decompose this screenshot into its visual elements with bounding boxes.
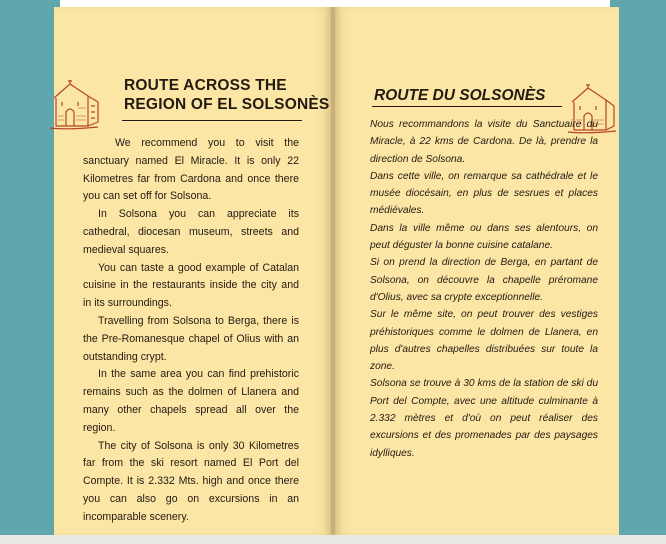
paragraph: Dans la ville même ou dans ses alentours, on peut déguster la bonne cuisine catalane. <box>370 222 598 252</box>
paragraph: Dans cette ville, on remarque sa cathédrale et le musée diocésain, en plus de sesrues et places médiévales. <box>370 170 598 217</box>
paragraph: Solsona se trouve à 30 kms de la station de ski du Port del Compte, avec une altitude culminante à 2.332 mètres et d'où on peut réaliser des excursions et des promenades par des paysages idylliques. <box>370 378 598 459</box>
left-title-line-2: REGION OF EL SOLSONÈS <box>124 96 330 113</box>
paragraph: Si on prend la direction de Berga, en partant de Solsona, on découvre la chapelle préromane d'Olius, avec sa crypte exceptionnelle. <box>370 257 598 303</box>
paragraph: You can taste a good example of Catalan cuisine in the restaurants inside the city and in its surroundings. <box>83 261 299 310</box>
paragraph: The city of Solsona is only 30 Kilometres far from the ski resort named El Port del Compte. It is 2.332 Mts. high and once there you can also go on excursions in an incomparable scenery. <box>83 439 299 523</box>
left-title-underline <box>122 120 302 121</box>
right-page-title: ROUTE DU SOLSONÈS <box>374 87 546 104</box>
left-page-body <box>83 135 299 527</box>
right-page-body <box>370 116 598 462</box>
right-title-underline <box>372 106 562 107</box>
paragraph: In the same area you can find prehistoric remains such as the dolmen of Llanera and many other chapels spread all over the region. <box>83 368 299 434</box>
paragraph: Sur le même site, on peut trouver des vestiges préhistoriques comme le dolmen de Llanera, en plus d'autres chapelles distribuées sur toute la zone. <box>370 309 598 373</box>
scan-background <box>0 535 666 544</box>
paragraph: Travelling from Solsona to Berga, there is the Pre-Romanesque chapel of Olius with an outstanding crypt. <box>83 314 299 363</box>
left-page-title <box>124 76 334 114</box>
chapel-illustration-icon <box>48 72 100 132</box>
left-title-line-1: ROUTE ACROSS THE <box>124 77 287 94</box>
paragraph: In Solsona you can appreciate its cathedral, diocesan museum, streets and medieval squares. <box>83 208 299 256</box>
paragraph: Nous recommandons la visite du Sanctuaire du Miracle, à 22 kms de Cardona. De là, prendre la direction de Solsona. <box>370 119 598 165</box>
paragraph: We recommend you to visit the sanctuary named El Miracle. It is only 22 Kilometres far from Cardona and once there you can set off for Solsona. <box>83 137 299 203</box>
